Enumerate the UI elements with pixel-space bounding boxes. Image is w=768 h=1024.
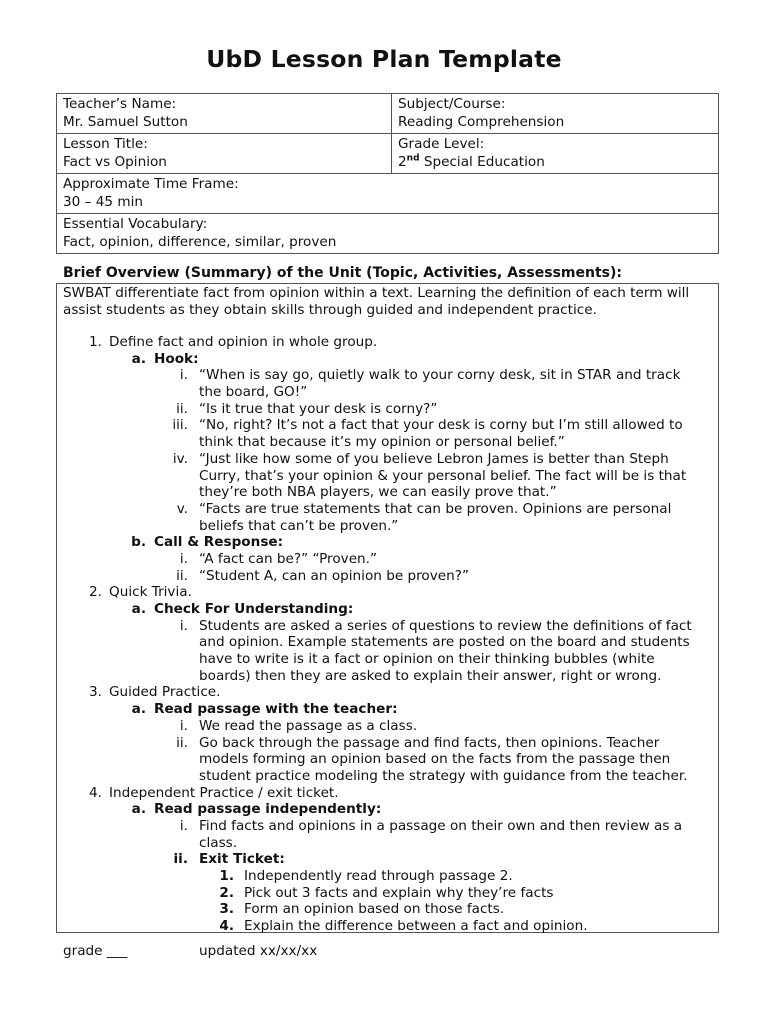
outline-marker: ii. [176,567,188,584]
lesson-title-value: Fact vs Opinion [63,154,167,170]
outline-item [57,751,718,768]
outline-marker: a. [131,350,146,367]
outline-text: Read passage with the teacher: [154,701,398,718]
footer-grade: grade ___ [63,943,128,959]
grade-number: 2 [398,154,407,170]
outline-item [57,551,718,568]
info-row [57,134,719,174]
outline-text: they’re both NBA players, we can easily prove that.” [199,484,557,501]
outline-item [57,434,718,451]
outline-item [57,468,718,485]
outline-text: Go back through the passage and find facts, then opinions. Teacher [199,734,660,751]
outline-text: boards) then they are asked to explain their answer, right or wrong. [199,667,662,684]
outline-item [57,518,718,535]
outline-text: student practice modeling the strategy with guidance from the teacher. [199,767,688,784]
info-row [57,174,719,214]
overview-intro: SWBAT differentiate fact from opinion within a text. Learning the definition of each term will assist students as they obtain skills through guided and independent practice. [63,285,690,318]
grade-level-cell [392,134,719,174]
grade-level-value [398,153,712,171]
outline-item [57,718,718,735]
time-frame-label: Approximate Time Frame: [63,176,239,192]
outline-item [57,367,718,384]
outline-marker: 1. [219,868,234,884]
outline-item [57,785,718,802]
outline-item [57,885,718,902]
time-frame-value: 30 – 45 min [63,194,143,210]
info-row [57,94,719,134]
outline-item [57,901,718,918]
subject-value: Reading Comprehension [398,114,565,130]
outline-item [57,684,718,701]
vocabulary-value: Fact, opinion, difference, similar, proven [63,234,337,250]
document-title: UbD Lesson Plan Template [206,45,562,73]
vocabulary-cell [57,214,719,254]
overview-heading: Brief Overview (Summary) of the Unit (Topic, Activities, Assessments): [63,265,622,281]
outline-item [57,735,718,752]
outline-text: Exit Ticket: [199,851,285,868]
outline-marker: 2. [89,584,102,601]
grade-level-label: Grade Level: [398,136,485,152]
outline-text: models forming an opinion based on the facts from the passage then [199,751,671,768]
outline-item [57,501,718,518]
outline-text: the board, GO!” [199,384,308,401]
outline-text: “A fact can be?” “Proven.” [199,550,378,567]
outline-item [57,568,718,585]
lesson-info-table [56,93,719,254]
outline-item [57,417,718,434]
outline-item [57,634,718,651]
outline-marker: 4. [219,918,234,935]
outline-text: “No, right? It’s not a fact that your desk is corny but I’m still allowed to [199,417,683,434]
subject-cell [392,94,719,134]
teacher-cell [57,94,392,134]
outline-marker: ii. [176,734,188,751]
outline-text: “Student A, can an opinion be proven?” [199,567,470,584]
outline-item [57,651,718,668]
outline-item [57,668,718,685]
subject-label: Subject/Course: [398,96,506,112]
outline-text: beliefs that can’t be proven.” [199,517,399,534]
outline-item [57,401,718,418]
outline-marker: a. [131,801,146,818]
outline-text: Form an opinion based on those facts. [244,901,505,918]
outline-item [57,768,718,785]
outline-item [57,918,718,935]
grade-description: Special Education [419,154,545,170]
outline-marker: i. [179,817,188,834]
outline-item [57,601,718,618]
outline-text: Call & Response: [154,534,284,551]
outline-item [57,384,718,401]
outline-text: We read the passage as a class. [199,717,418,734]
outline-text: Hook: [154,350,199,367]
outline-marker: ii. [173,851,188,868]
outline-text: Curry, that’s your opinion & your personal belief. The fact will be is that [199,467,687,484]
outline-text: Guided Practice. [109,684,221,701]
outline-text: Independently read through passage 2. [244,868,513,884]
outline-marker: i. [179,617,188,634]
overview-box [56,283,719,933]
outline-marker: v. [176,500,188,517]
outline-text: “Is it true that your desk is corny?” [199,400,438,417]
outline-text: Students are asked a series of questions to review the definitions of fact [199,617,692,634]
info-row [57,214,719,254]
outline-item [57,701,718,718]
outline-marker: i. [179,550,188,567]
outline-text: “When is say go, quietly walk to your corny desk, sit in STAR and track [199,367,681,384]
outline-marker: 4. [89,784,102,801]
outline-marker: iii. [172,417,188,434]
outline-text: Explain the difference between a fact and opinion. [244,918,588,935]
outline-item [57,334,718,351]
outline-marker: 3. [219,901,234,918]
footer-updated: updated xx/xx/xx [199,943,318,959]
outline-text: Check For Understanding: [154,601,354,617]
outline-marker: a. [131,601,146,617]
outline-text: Quick Trivia. [109,584,192,601]
outline-item [57,534,718,551]
outline-item [57,835,718,852]
outline-text: “Facts are true statements that can be proven. Opinions are personal [199,500,672,517]
outline-text: think that because it’s my opinion or personal belief.” [199,434,565,451]
outline-item [57,818,718,835]
outline-marker: a. [131,701,146,718]
outline-item [57,484,718,501]
lesson-title-cell [57,134,392,174]
grade-ordinal-suffix: nd [406,153,420,164]
outline-text: and opinion. Example statements are posted on the board and students [199,634,690,651]
outline-text: Pick out 3 facts and explain why they’re facts [244,884,554,901]
outline-text: Read passage independently: [154,801,382,818]
outline-marker: iv. [172,450,188,467]
outline-list [57,334,718,935]
outline-item [57,351,718,368]
outline-item [57,451,718,468]
outline-item [57,618,718,635]
vocabulary-label: Essential Vocabulary: [63,216,208,232]
teacher-label: Teacher’s Name: [63,96,177,112]
outline-marker: 2. [219,884,234,901]
outline-text: have to write is it a fact or opinion on their thinking bubbles (white [199,651,655,668]
outline-marker: 3. [89,684,102,701]
outline-marker: ii. [176,400,188,417]
time-frame-cell [57,174,719,214]
outline-marker: 1. [89,334,102,350]
outline-text: “Just like how some of you believe Lebron James is better than Steph [199,450,669,467]
outline-item [57,868,718,885]
outline-text: Independent Practice / exit ticket. [109,784,339,801]
outline-marker: i. [179,367,188,384]
outline-text: Find facts and opinions in a passage on their own and then review as a [199,817,683,834]
outline-item [57,584,718,601]
outline-text: Define fact and opinion in whole group. [109,334,378,350]
outline-marker: b. [131,534,146,551]
outline-item [57,801,718,818]
outline-text: class. [199,834,238,851]
outline-marker: i. [179,717,188,734]
teacher-value: Mr. Samuel Sutton [63,114,188,130]
lesson-title-label: Lesson Title: [63,136,148,152]
outline-item [57,851,718,868]
